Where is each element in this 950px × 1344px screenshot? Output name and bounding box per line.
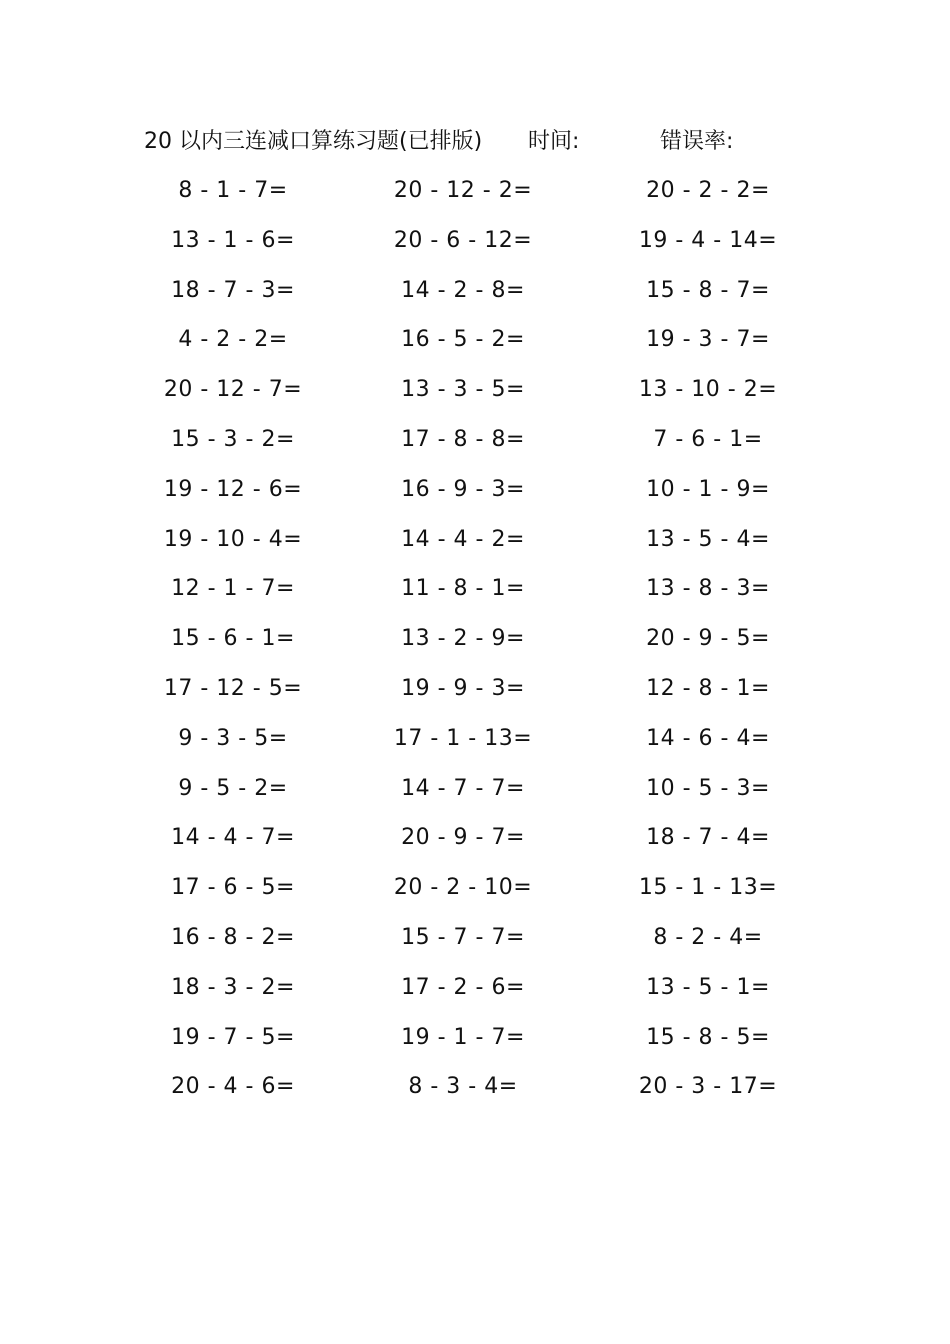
worksheet-title: 20 以内三连减口算练习题(已排版) (144, 129, 483, 154)
subtraction-problem: 8 - 3 - 4= (408, 1074, 518, 1100)
problem-row (0, 415, 950, 465)
problem-row (0, 913, 950, 963)
subtraction-problem: 20 - 3 - 17= (638, 1074, 778, 1100)
problem-row (0, 166, 950, 216)
problem-row (0, 365, 950, 415)
subtraction-problem: 20 - 9 - 7= (401, 825, 525, 851)
subtraction-problem: 15 - 1 - 13= (638, 875, 778, 901)
subtraction-problem: 17 - 6 - 5= (171, 875, 295, 901)
subtraction-problem: 20 - 2 - 10= (393, 875, 533, 901)
subtraction-problem: 12 - 8 - 1= (646, 675, 770, 701)
subtraction-problem: 14 - 7 - 7= (401, 775, 525, 801)
problem-row (0, 465, 950, 515)
error-rate-label: 错误率: (660, 129, 734, 154)
problem-row (0, 664, 950, 714)
subtraction-problem: 19 - 3 - 7= (646, 327, 770, 353)
subtraction-problem: 19 - 1 - 7= (401, 1024, 525, 1050)
subtraction-problem: 19 - 4 - 14= (638, 227, 778, 253)
subtraction-problem: 18 - 7 - 3= (171, 277, 295, 303)
subtraction-problem: 9 - 5 - 2= (178, 775, 288, 801)
problem-row (0, 266, 950, 316)
problem-row (0, 963, 950, 1013)
subtraction-problem: 19 - 12 - 6= (163, 476, 303, 502)
subtraction-problem: 14 - 2 - 8= (401, 277, 525, 303)
subtraction-problem: 12 - 1 - 7= (171, 576, 295, 602)
subtraction-problem: 20 - 6 - 12= (393, 227, 533, 253)
problem-row (0, 564, 950, 614)
problem-row (0, 614, 950, 664)
subtraction-problem: 9 - 3 - 5= (178, 725, 288, 751)
subtraction-problem: 16 - 8 - 2= (171, 924, 295, 950)
subtraction-problem: 20 - 9 - 5= (646, 626, 770, 652)
subtraction-problem: 16 - 9 - 3= (401, 476, 525, 502)
problem-row (0, 764, 950, 814)
subtraction-problem: 8 - 2 - 4= (653, 924, 763, 950)
subtraction-problem: 13 - 3 - 5= (401, 377, 525, 403)
problem-row (0, 216, 950, 266)
subtraction-problem: 19 - 10 - 4= (163, 526, 303, 552)
subtraction-problem: 20 - 2 - 2= (646, 178, 770, 203)
problem-row (0, 714, 950, 764)
subtraction-problem: 16 - 5 - 2= (401, 327, 525, 353)
subtraction-problem: 13 - 5 - 1= (646, 974, 770, 1000)
worksheet-header (0, 124, 950, 160)
subtraction-problem: 15 - 7 - 7= (401, 924, 525, 950)
problem-row (0, 315, 950, 365)
subtraction-problem: 10 - 5 - 3= (646, 775, 770, 801)
subtraction-problem: 19 - 9 - 3= (401, 675, 525, 701)
subtraction-problem: 20 - 12 - 7= (163, 377, 303, 403)
subtraction-problem: 17 - 2 - 6= (401, 974, 525, 1000)
subtraction-problem: 20 - 12 - 2= (393, 178, 533, 203)
subtraction-problem: 8 - 1 - 7= (178, 178, 288, 203)
subtraction-problem: 7 - 6 - 1= (653, 426, 763, 452)
subtraction-problem: 15 - 6 - 1= (171, 626, 295, 652)
subtraction-problem: 10 - 1 - 9= (646, 476, 770, 502)
subtraction-problem: 15 - 3 - 2= (171, 426, 295, 452)
subtraction-problem: 14 - 4 - 7= (171, 825, 295, 851)
subtraction-problem: 18 - 3 - 2= (171, 974, 295, 1000)
problem-row (0, 1013, 950, 1063)
problem-row (0, 1062, 950, 1112)
subtraction-problem: 17 - 1 - 13= (393, 725, 533, 751)
subtraction-problem: 14 - 6 - 4= (646, 725, 770, 751)
subtraction-problem: 17 - 8 - 8= (401, 426, 525, 452)
subtraction-problem: 4 - 2 - 2= (178, 327, 288, 353)
subtraction-problem: 18 - 7 - 4= (646, 825, 770, 851)
subtraction-problem: 17 - 12 - 5= (163, 675, 303, 701)
problem-row (0, 813, 950, 863)
subtraction-problem: 15 - 8 - 5= (646, 1024, 770, 1050)
subtraction-problem: 13 - 10 - 2= (638, 377, 778, 403)
subtraction-problem: 11 - 8 - 1= (401, 576, 525, 602)
subtraction-problem: 13 - 8 - 3= (646, 576, 770, 602)
subtraction-problem: 20 - 4 - 6= (171, 1074, 295, 1100)
subtraction-problem: 15 - 8 - 7= (646, 277, 770, 303)
subtraction-problem: 13 - 5 - 4= (646, 526, 770, 552)
problem-row (0, 863, 950, 913)
subtraction-problem: 13 - 1 - 6= (171, 227, 295, 253)
subtraction-problem: 14 - 4 - 2= (401, 526, 525, 552)
subtraction-problem: 19 - 7 - 5= (171, 1024, 295, 1050)
problem-row (0, 515, 950, 565)
time-label: 时间: (528, 129, 580, 154)
subtraction-problem: 13 - 2 - 9= (401, 626, 525, 652)
problem-grid (0, 166, 950, 1112)
